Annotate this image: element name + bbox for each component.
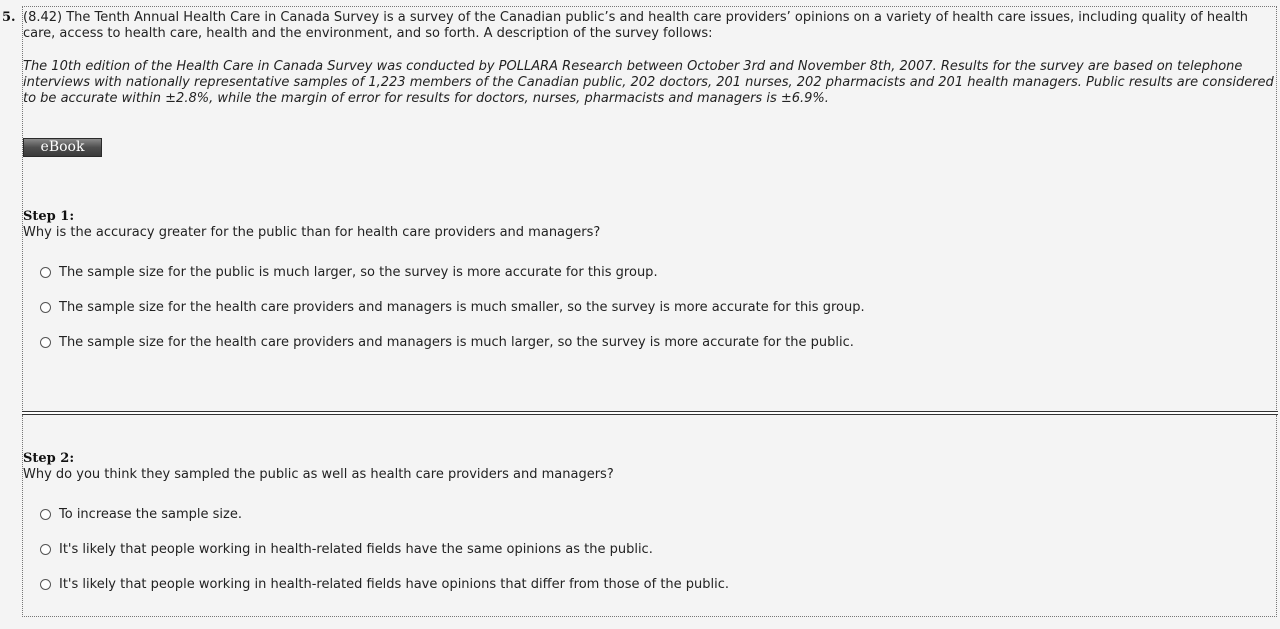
option-label: To increase the sample size. [59, 507, 242, 522]
step1-option-3[interactable] [40, 335, 854, 350]
step2-question: Why do you think they sampled the public as well as health care providers and managers? [23, 467, 614, 482]
step2-option-2[interactable] [40, 542, 653, 557]
question-intro: (8.42) The Tenth Annual Health Care in Canada Survey is a survey of the Canadian public’s and health care providers’ opinions on a variety of health care issues, including quality of health care, access to health care, health and the environment, and so forth. A description of the survey follows: [23, 10, 1249, 41]
radio-button[interactable] [40, 579, 51, 590]
survey-description: The 10th edition of the Health Care in Canada Survey was conducted by POLLARA Research between October 3rd and November 8th, 2007. Results for the survey are based on telephone interviews with nationally representative samples of 1,223 members of the Canadian public, 202 doctors, 201 nurses, 202 pharmacists and 201 health managers. Public results are considered to be accurate within ±2.8%, while the margin of error for results for doctors, nurses, pharmacists and managers is ±6.9%. [23, 59, 1274, 106]
step-divider [22, 411, 1278, 415]
step1-question: Why is the accuracy greater for the public than for health care providers and managers? [23, 225, 601, 240]
option-label: The sample size for the public is much larger, so the survey is more accurate for this group. [59, 265, 658, 280]
radio-button[interactable] [40, 267, 51, 278]
option-label: The sample size for the health care providers and managers is much larger, so the survey is more accurate for the public. [59, 335, 854, 350]
step2-label: Step 2: [23, 451, 75, 466]
ebook-button[interactable]: eBook [23, 138, 102, 157]
step1-option-1[interactable] [40, 265, 658, 280]
step2-option-1[interactable] [40, 507, 242, 522]
radio-button[interactable] [40, 302, 51, 313]
step2-option-3[interactable] [40, 577, 729, 592]
radio-button[interactable] [40, 337, 51, 348]
option-label: It's likely that people working in health-related fields have the same opinions as the public. [59, 542, 653, 557]
question-number: 5. [2, 10, 16, 25]
step1-option-2[interactable] [40, 300, 865, 315]
radio-button[interactable] [40, 509, 51, 520]
option-label: It's likely that people working in health-related fields have opinions that differ from those of the public. [59, 577, 730, 592]
option-label: The sample size for the health care providers and managers is much smaller, so the survey is more accurate for this group. [59, 300, 865, 315]
step1-label: Step 1: [23, 209, 75, 224]
radio-button[interactable] [40, 544, 51, 555]
